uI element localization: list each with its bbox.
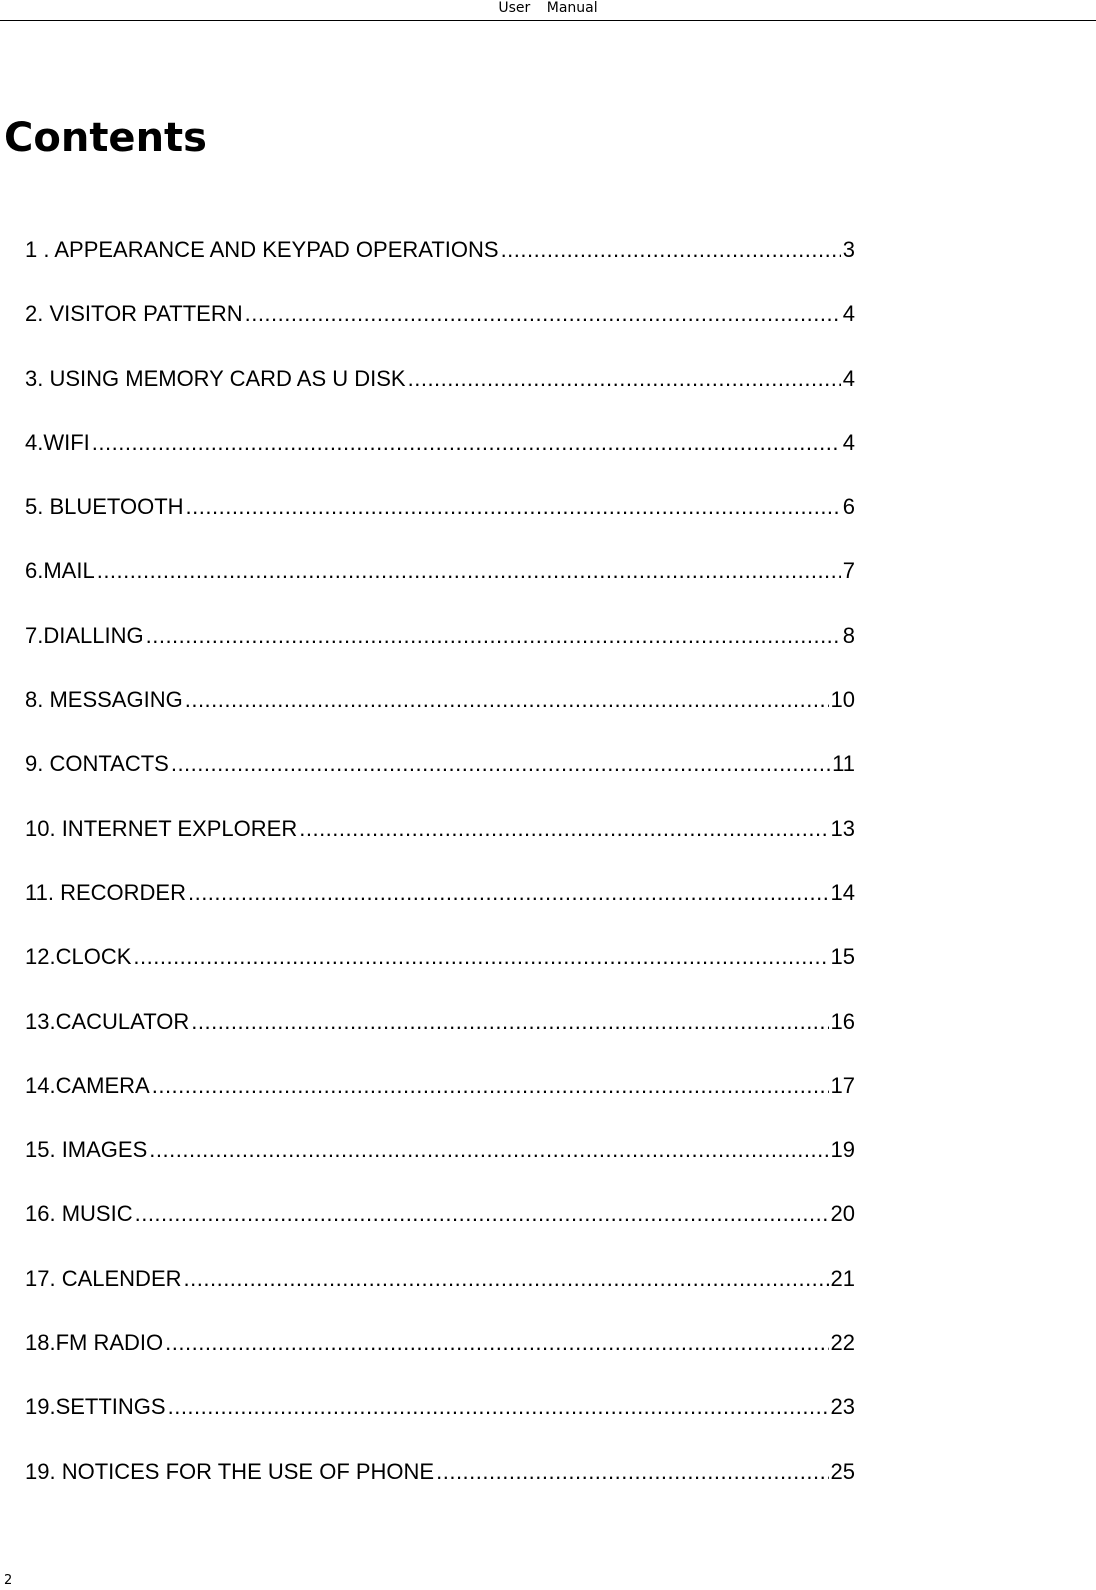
toc-entry-page: 20 xyxy=(830,1201,855,1227)
toc-entry[interactable] xyxy=(25,552,855,616)
toc-entry-page: 4 xyxy=(842,365,855,391)
toc-entry-label: 6.MAIL xyxy=(25,558,95,584)
toc-entry-label: 19.SETTINGS xyxy=(25,1394,166,1420)
toc-entry-page: 11 xyxy=(832,751,855,777)
toc-entry-label: 16. MUSIC xyxy=(25,1201,133,1227)
toc-leader-dots xyxy=(299,810,828,848)
toc-entry-label: 15. IMAGES xyxy=(25,1137,148,1163)
toc-entry-label: 12.CLOCK xyxy=(25,944,132,970)
toc-entry-label: 11. RECORDER xyxy=(25,879,186,905)
toc-leader-dots xyxy=(188,874,829,912)
toc-entry-label: 7.DIALLING xyxy=(25,622,144,648)
toc-entry-page: 7 xyxy=(842,558,855,584)
toc-entry-page: 8 xyxy=(842,622,855,648)
page-header xyxy=(0,0,1096,21)
toc-entry-page: 16 xyxy=(830,1008,855,1034)
toc-entry[interactable] xyxy=(25,745,855,809)
toc-entry-page: 25 xyxy=(830,1458,855,1484)
toc-entry-label: 5. BLUETOOTH xyxy=(25,494,184,520)
toc-entry-page: 4 xyxy=(842,301,855,327)
toc-leader-dots xyxy=(245,295,841,333)
toc-entry[interactable] xyxy=(25,681,855,745)
toc-entry[interactable] xyxy=(25,424,855,488)
toc-entry-page: 23 xyxy=(830,1394,855,1420)
toc-entry-page: 4 xyxy=(842,429,855,455)
toc-entry[interactable] xyxy=(25,874,855,938)
toc-entry-page: 13 xyxy=(830,815,855,841)
toc-leader-dots xyxy=(133,938,828,976)
toc-leader-dots xyxy=(186,488,841,526)
toc-entry[interactable] xyxy=(25,360,855,424)
toc-entry-label: 14.CAMERA xyxy=(25,1072,150,1098)
page-title: Contents xyxy=(4,115,207,161)
toc-leader-dots xyxy=(501,231,841,269)
toc-entry-page: 15 xyxy=(830,944,855,970)
toc-entry[interactable] xyxy=(25,1324,855,1388)
toc-entry-page: 3 xyxy=(842,237,855,262)
toc-entry[interactable] xyxy=(25,1067,855,1131)
toc-entry-label: 17. CALENDER xyxy=(25,1265,182,1291)
toc-entry[interactable] xyxy=(25,617,855,681)
toc-leader-dots xyxy=(152,1067,829,1105)
toc-entry[interactable] xyxy=(25,1003,855,1067)
toc-entry-label: 3. USING MEMORY CARD AS U DISK xyxy=(25,365,406,391)
toc-entry-label: 18.FM RADIO xyxy=(25,1330,164,1356)
toc-entry-label: 9. CONTACTS xyxy=(25,751,169,777)
header-user-text: User xyxy=(498,0,531,16)
toc-entry[interactable] xyxy=(25,295,855,359)
header-manual-text: Manual xyxy=(546,0,598,16)
toc-entry-page: 10 xyxy=(830,687,855,713)
toc-entry-page: 6 xyxy=(842,494,855,520)
toc-entry[interactable] xyxy=(25,1388,855,1452)
toc-entry[interactable] xyxy=(25,1260,855,1324)
toc-entry[interactable] xyxy=(25,1131,855,1195)
toc-entry[interactable] xyxy=(25,488,855,552)
toc-entry-label: 10. INTERNET EXPLORER xyxy=(25,815,298,841)
toc-leader-dots xyxy=(135,1195,829,1233)
toc-entry[interactable] xyxy=(25,231,855,295)
toc-entry-label: 8. MESSAGING xyxy=(25,687,183,713)
toc-entry[interactable] xyxy=(25,938,855,1002)
toc-entry-label: 4.WIFI xyxy=(25,429,90,455)
toc-leader-dots xyxy=(149,1131,828,1169)
toc-entry-page: 17 xyxy=(830,1072,855,1098)
toc-entry-label: 19. NOTICES FOR THE USE OF PHONE xyxy=(25,1458,435,1484)
toc-leader-dots xyxy=(191,1003,828,1041)
toc-entry-label: 2. VISITOR PATTERN xyxy=(25,301,243,327)
toc-entry[interactable] xyxy=(25,1453,855,1517)
table-of-contents xyxy=(25,231,855,1517)
toc-leader-dots xyxy=(436,1453,828,1491)
toc-leader-dots xyxy=(168,1388,829,1426)
toc-entry-page: 19 xyxy=(830,1137,855,1163)
page-number: 2 xyxy=(4,1573,13,1588)
toc-entry[interactable] xyxy=(25,810,855,874)
toc-entry-page: 21 xyxy=(830,1265,855,1291)
toc-leader-dots xyxy=(171,745,830,783)
toc-entry[interactable] xyxy=(25,1195,855,1259)
toc-leader-dots xyxy=(408,360,841,398)
toc-leader-dots xyxy=(165,1324,828,1362)
toc-leader-dots xyxy=(184,1260,829,1298)
toc-leader-dots xyxy=(92,424,841,462)
toc-entry-page: 22 xyxy=(830,1330,855,1356)
toc-entry-label: 1 . APPEARANCE AND KEYPAD OPERATIONS xyxy=(25,237,499,262)
toc-leader-dots xyxy=(185,681,829,719)
toc-leader-dots xyxy=(97,552,841,590)
toc-leader-dots xyxy=(146,617,841,655)
toc-entry-page: 14 xyxy=(830,879,855,905)
toc-entry-label: 13.CACULATOR xyxy=(25,1008,190,1034)
